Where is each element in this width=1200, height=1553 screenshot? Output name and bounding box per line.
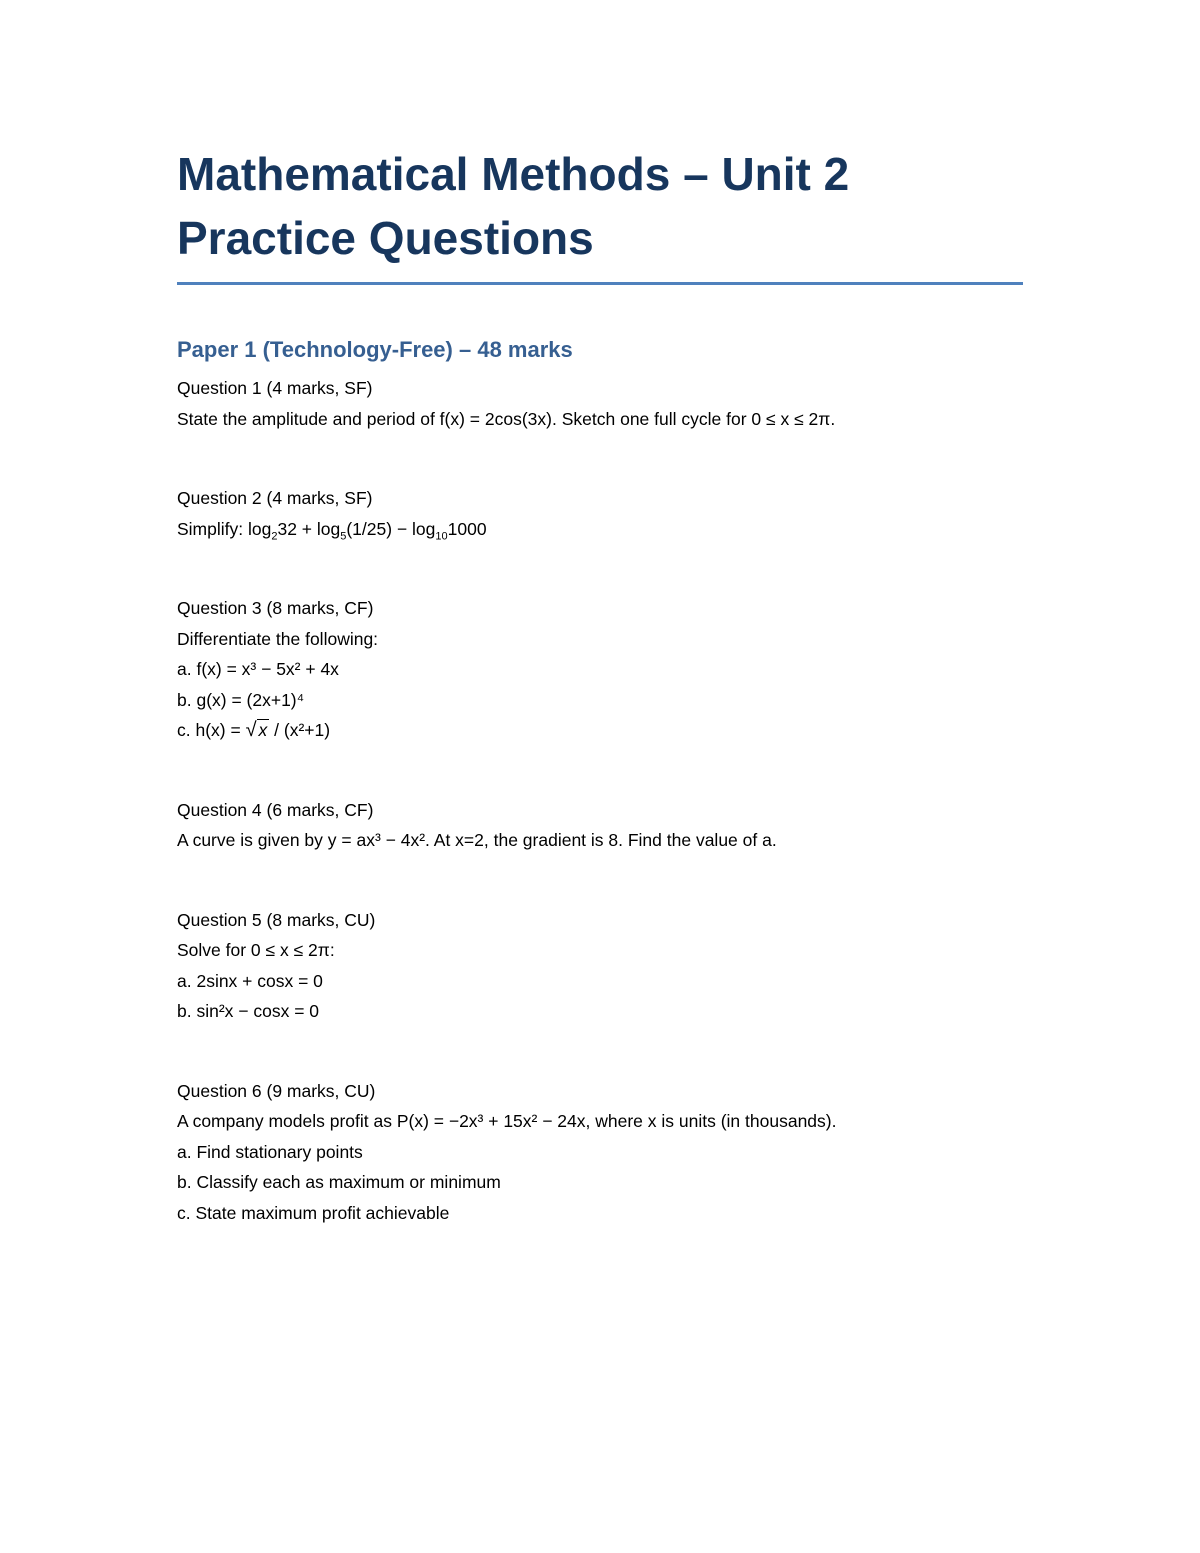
- question-line: A company models profit as P(x) = −2x³ + 15x² − 24x, where x is units (in thousands).: [177, 1111, 837, 1131]
- question-2: [177, 483, 1023, 544]
- square-root-sign: √: [245, 719, 257, 741]
- question-part-a: a. f(x) = x³ − 5x² + 4x: [177, 659, 339, 679]
- question-part-b: b. g(x) = (2x+1)⁴: [177, 689, 305, 710]
- log-expression-end: 1000: [447, 518, 487, 539]
- question-5: [177, 905, 1023, 1027]
- part-c-suffix: / (x²+1): [269, 720, 331, 740]
- question-4: [177, 795, 1023, 856]
- log-base-5: 5: [340, 530, 347, 542]
- question-header: Question 5 (8 marks, CU): [177, 909, 376, 930]
- question-line: A curve is given by y = ax³ − 4x². At x=2, the gradient is 8. Find the value of a.: [177, 830, 777, 850]
- title-line-1: Mathematical Methods – Unit 2: [177, 148, 850, 200]
- question-part-a: a. 2sinx + cosx = 0: [177, 970, 323, 991]
- question-header: Question 6 (9 marks, CU): [177, 1080, 376, 1101]
- section-heading: Paper 1 (Technology-Free) – 48 marks: [177, 337, 573, 362]
- question-6: [177, 1076, 1023, 1229]
- question-header: Question 1 (4 marks, SF): [177, 378, 373, 398]
- question-1: [177, 373, 1023, 434]
- log-expression-mid1: 32 + log: [277, 518, 341, 539]
- question-3: [177, 593, 1023, 746]
- log-expression-prefix: Simplify: log: [177, 518, 272, 539]
- part-c-prefix: c. h(x) =: [177, 720, 246, 740]
- question-line: [177, 514, 1023, 545]
- question-part-c: c. State maximum profit achievable: [177, 1202, 450, 1223]
- question-part-a: a. Find stationary points: [177, 1141, 363, 1162]
- log-expression-mid2: (1/25) − log: [346, 518, 436, 539]
- log-base-10: 10: [435, 530, 448, 542]
- question-line: Solve for 0 ≤ x ≤ 2π:: [177, 940, 335, 960]
- document-content: [177, 142, 1023, 1277]
- question-part-b: b. sin²x − cosx = 0: [177, 1001, 320, 1021]
- square-root-radicand: x: [258, 720, 268, 740]
- document-title: [177, 142, 1023, 285]
- question-part-c: [177, 715, 1023, 746]
- question-part-b: b. Classify each as maximum or minimum: [177, 1172, 501, 1192]
- question-line: State the amplitude and period of f(x) = 2cos(3x). Sketch one full cycle for 0 ≤ x ≤ 2π.: [177, 408, 836, 429]
- question-header: Question 2 (4 marks, SF): [177, 488, 373, 508]
- question-header: Question 4 (6 marks, CF): [177, 799, 374, 820]
- log-base-2: 2: [271, 530, 278, 542]
- question-header: Question 3 (8 marks, CF): [177, 598, 374, 618]
- question-line: Differentiate the following:: [177, 628, 379, 649]
- title-line-2: Practice Questions: [177, 212, 594, 264]
